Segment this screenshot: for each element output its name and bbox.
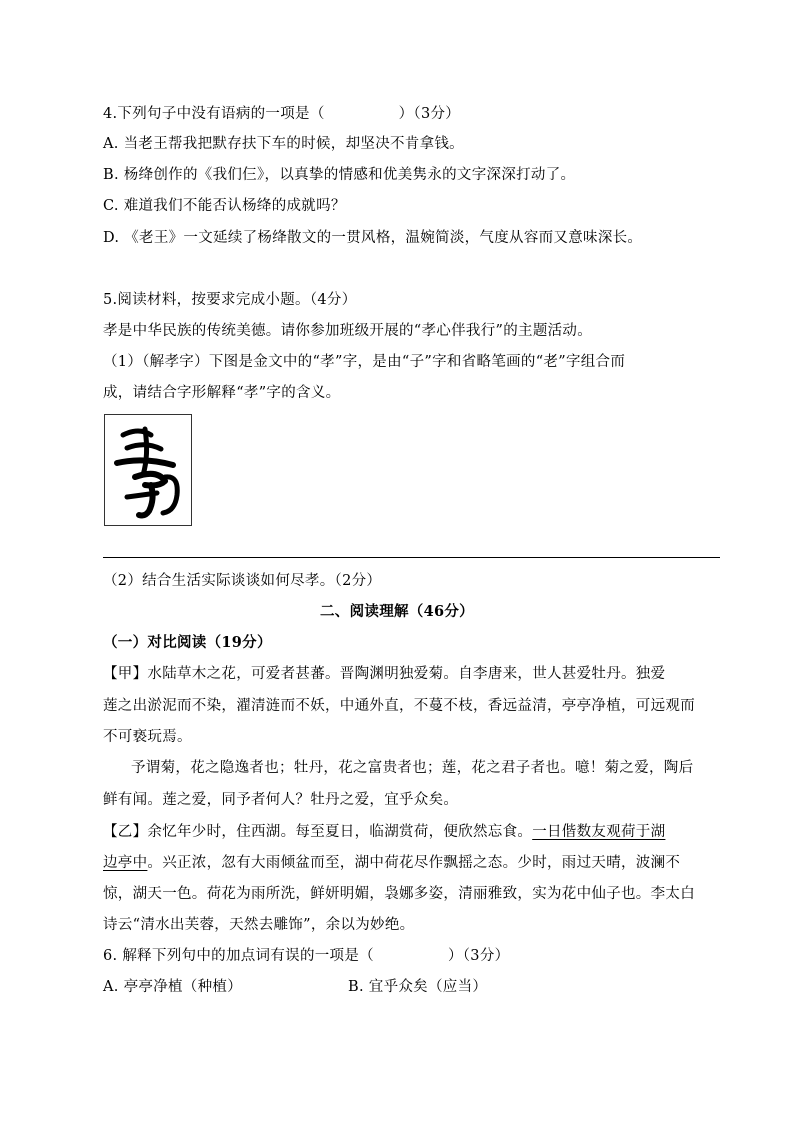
q5-part1-line1: （1）（解孝字）下图是金文中的“孝”字，是由“子”字和省略笔画的“老”字组合而 [103, 354, 626, 370]
q6-option-b: B. 宜乎众矣（应当） [348, 979, 488, 995]
passage-jia-line: 予谓菊，花之隐逸者也；牡丹，花之富贵者也；莲，花之君子者也。噫！菊之爱，陶后 [131, 760, 694, 776]
q4-option-a: A. 当老王帮我把默存扶下车的时候，却坚决不肯拿钱。 [103, 136, 464, 152]
q5-intro: 孝是中华民族的传统美德。请你参加班级开展的“孝心伴我行”的主题活动。 [103, 323, 593, 339]
q5-stem: 5.阅读材料，按要求完成小题。（4分） [103, 292, 357, 308]
q4-option-c: C. 难道我们不能否认杨绛的成就吗？ [103, 198, 346, 214]
q4-option-d: D. 《老王》一文延续了杨绛散文的一贯风格，温婉简淡，气度从容而又意味深长。 [103, 230, 643, 246]
passage-jia-line: 莲之出淤泥而不染，濯清涟而不妖，中通外直，不蔓不枝，香远益清，亭亭净植，可远观而 [103, 698, 695, 714]
underlined-sentence: 一日偕数友观荷于湖 [532, 824, 666, 840]
passage-yi-line: 惊，湖天一色。荷花为雨所洗，鲜妍明媚，袅娜多姿，清丽雅致，实为花中仙子也。李太白 [103, 886, 695, 902]
q6-option-a: A. 亭亭净植（种植） [103, 979, 242, 995]
passage-yi-line: 诗云“清水出芙蓉，天然去雕饰”，余以为妙绝。 [103, 917, 415, 933]
xiao-character-image [104, 414, 192, 526]
passage-jia-line: 鲜有闻。莲之爱，同予者何人？牡丹之爱，宜乎众矣。 [103, 792, 459, 808]
q5-part1-line2: 成，请结合字形解释“孝”字的含义。 [103, 385, 341, 401]
passage-jia-line: 不可亵玩焉。 [103, 729, 192, 745]
passage-yi-text: 。兴正浓，忽有大雨倾盆而至，湖中荷花尽作飘摇之态。少时，雨过天晴，波澜不 [147, 855, 681, 871]
q4-option-b: B. 杨绛创作的《我们仨》，以真挚的情感和优美隽永的文字深深打动了。 [103, 167, 576, 183]
passage-jia-line: 【甲】水陆草木之花，可爱者甚蕃。晋陶渊明独爱菊。自李唐来，世人甚爱牡丹。独爱 [103, 666, 666, 682]
passage-yi-line [103, 853, 680, 873]
subsection-title: （一）对比阅读（19分） [103, 634, 272, 651]
q6-stem: 6. 解释下列句中的加点词有误的一项是（ ）（3分） [103, 948, 510, 964]
passage-yi-text: 【乙】余忆年少时，住西湖。每至夏日，临湖赏荷，便欣然忘食。 [103, 824, 533, 840]
passage-yi-line [103, 822, 665, 842]
q5-part2: （2）结合生活实际谈谈如何尽孝。（2分） [103, 573, 382, 589]
xiao-bronze-script-glyph [105, 415, 191, 525]
answer-line [103, 557, 720, 558]
section-title: 二、阅读理解（46分） [320, 603, 474, 620]
q4-stem: 4.下列句子中没有语病的一项是（ ）（3分） [103, 106, 461, 122]
underlined-sentence: 边亭中 [103, 855, 148, 871]
